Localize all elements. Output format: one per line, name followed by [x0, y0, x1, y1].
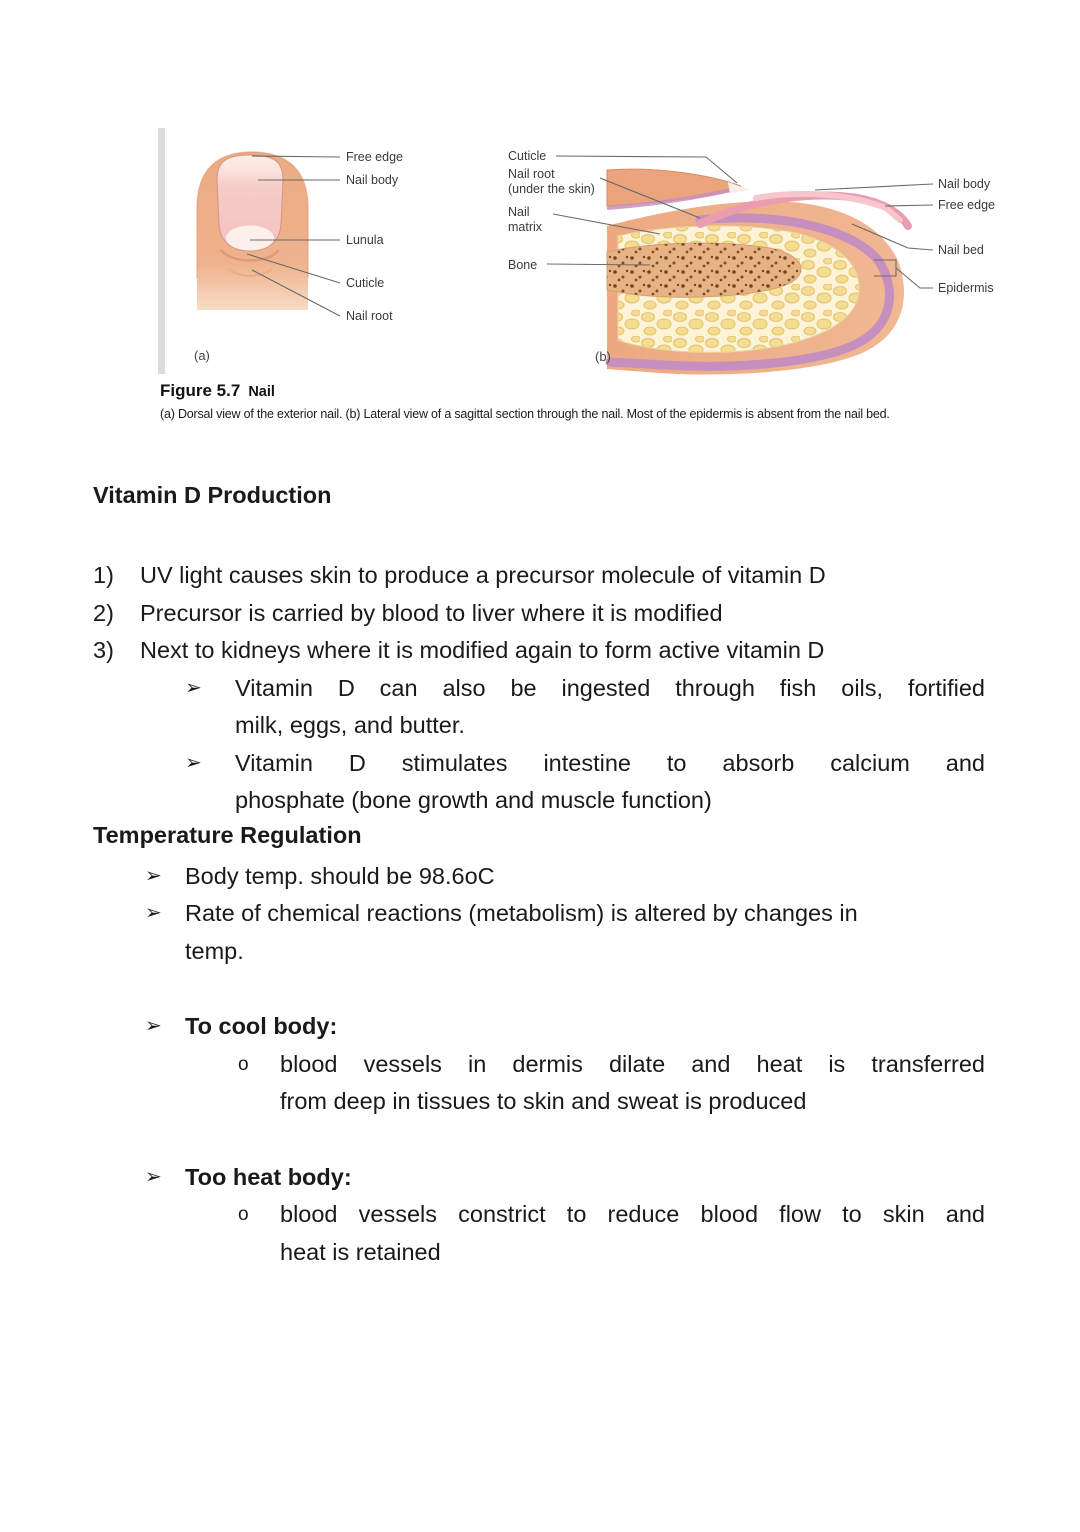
arrow-bullet-icon: ➢ [185, 751, 202, 774]
cool-body-heading [145, 1008, 985, 1046]
figure-caption-number: Figure 5.7 [160, 381, 241, 400]
list-item-text [280, 1196, 985, 1271]
notes-content [93, 480, 985, 1271]
callout-nail-body-b: Nail body [938, 177, 991, 191]
list-item-text [185, 895, 985, 970]
callout-free-edge-a: Free edge [346, 150, 403, 164]
list-item [185, 745, 985, 820]
text-line: temp. [185, 937, 244, 964]
callout-nail-matrix-1: Nail [508, 205, 530, 219]
callout-nail-bed: Nail bed [938, 243, 984, 257]
panel-b-tag: (b) [595, 349, 611, 364]
list-item-text: Next to kidneys where it is modified again to form active vitamin D [140, 637, 825, 663]
text-line: blood vessels in dermis dilate and heat is transferred [280, 1050, 985, 1077]
text-line: Body temp. should be 98.6oC [185, 862, 495, 889]
text-line: from deep in tissues to skin and sweat is produced [280, 1088, 807, 1114]
callout-nail-body-a: Nail body [346, 173, 399, 187]
callout-nail-matrix-2: matrix [508, 220, 543, 234]
list-item-text [280, 1046, 985, 1121]
callout-cuticle-a: Cuticle [346, 276, 385, 290]
list-marker: 1) [93, 562, 114, 588]
panel-a-finger-illustration [197, 152, 308, 310]
list-item-text: Precursor is carried by blood to liver where it is modified [140, 599, 723, 626]
panel-a-tag: (a) [194, 348, 210, 363]
figure-caption-subject: Nail [248, 384, 275, 400]
text-line: Rate of chemical reactions (metabolism) is altered by changes in [185, 900, 858, 926]
arrow-bullet-icon: ➢ [145, 864, 162, 887]
figure-caption-description: (a) Dorsal view of the exterior nail. (b) Lateral view of a sagittal section through the nail. Most of the epidermis is absent from the nail bed. [160, 407, 890, 421]
list-item [238, 1046, 985, 1121]
section-heading-vitamin-d: Vitamin D Production [93, 482, 332, 508]
vitamin-d-numbered-list [93, 557, 985, 820]
list-marker: 2) [93, 599, 114, 626]
list-item [145, 895, 985, 970]
text-line: Vitamin D stimulates intestine to absorb calcium and [235, 749, 985, 776]
figure-caption [160, 381, 1040, 421]
text-line: blood vessels constrict to reduce blood flow to skin and [280, 1201, 985, 1227]
list-item-text [185, 858, 985, 896]
arrow-bullet-icon: ➢ [145, 902, 162, 924]
callout-lunula: Lunula [346, 233, 384, 247]
callout-free-edge-b: Free edge [938, 198, 995, 212]
heat-body-label: Too heat body: [185, 1163, 352, 1190]
list-item-text: UV light causes skin to produce a precursor molecule of vitamin D [140, 562, 826, 588]
callout-nail-root-b: Nail root [508, 167, 555, 181]
list-item [93, 595, 985, 633]
list-item [93, 557, 985, 595]
list-item-text [235, 745, 985, 820]
panel-b-section-illustration [607, 169, 908, 374]
callout-bone: Bone [508, 258, 538, 272]
callout-cuticle-b: Cuticle [508, 149, 547, 163]
nail-figure [0, 0, 1080, 440]
section-heading-temperature: Temperature Regulation [93, 821, 362, 848]
circle-bullet-icon: o [238, 1053, 249, 1075]
list-item [238, 1196, 985, 1271]
text-line: phosphate (bone growth and muscle function) [235, 787, 712, 813]
text-line: Vitamin D can also be ingested through fish oils, fortified [235, 674, 985, 701]
arrow-bullet-icon: ➢ [145, 1015, 162, 1037]
callout-nail-root-sub: (under the skin) [508, 182, 595, 196]
heat-body-heading [145, 1159, 985, 1197]
arrow-bullet-icon: ➢ [185, 676, 202, 699]
list-item-text [235, 670, 985, 745]
arrow-bullet-icon: ➢ [145, 1165, 162, 1188]
callout-epidermis: Epidermis [938, 281, 994, 295]
cool-body-label: To cool body: [185, 1013, 338, 1039]
text-line: heat is retained [280, 1238, 441, 1265]
text-line: milk, eggs, and butter. [235, 712, 465, 738]
list-item [185, 670, 985, 745]
circle-bullet-icon: o [238, 1204, 249, 1225]
list-marker: 3) [93, 637, 114, 663]
list-item [93, 632, 985, 670]
temperature-bullet-list [93, 858, 985, 971]
callout-nail-root-a: Nail root [346, 309, 393, 323]
list-item [145, 858, 985, 896]
